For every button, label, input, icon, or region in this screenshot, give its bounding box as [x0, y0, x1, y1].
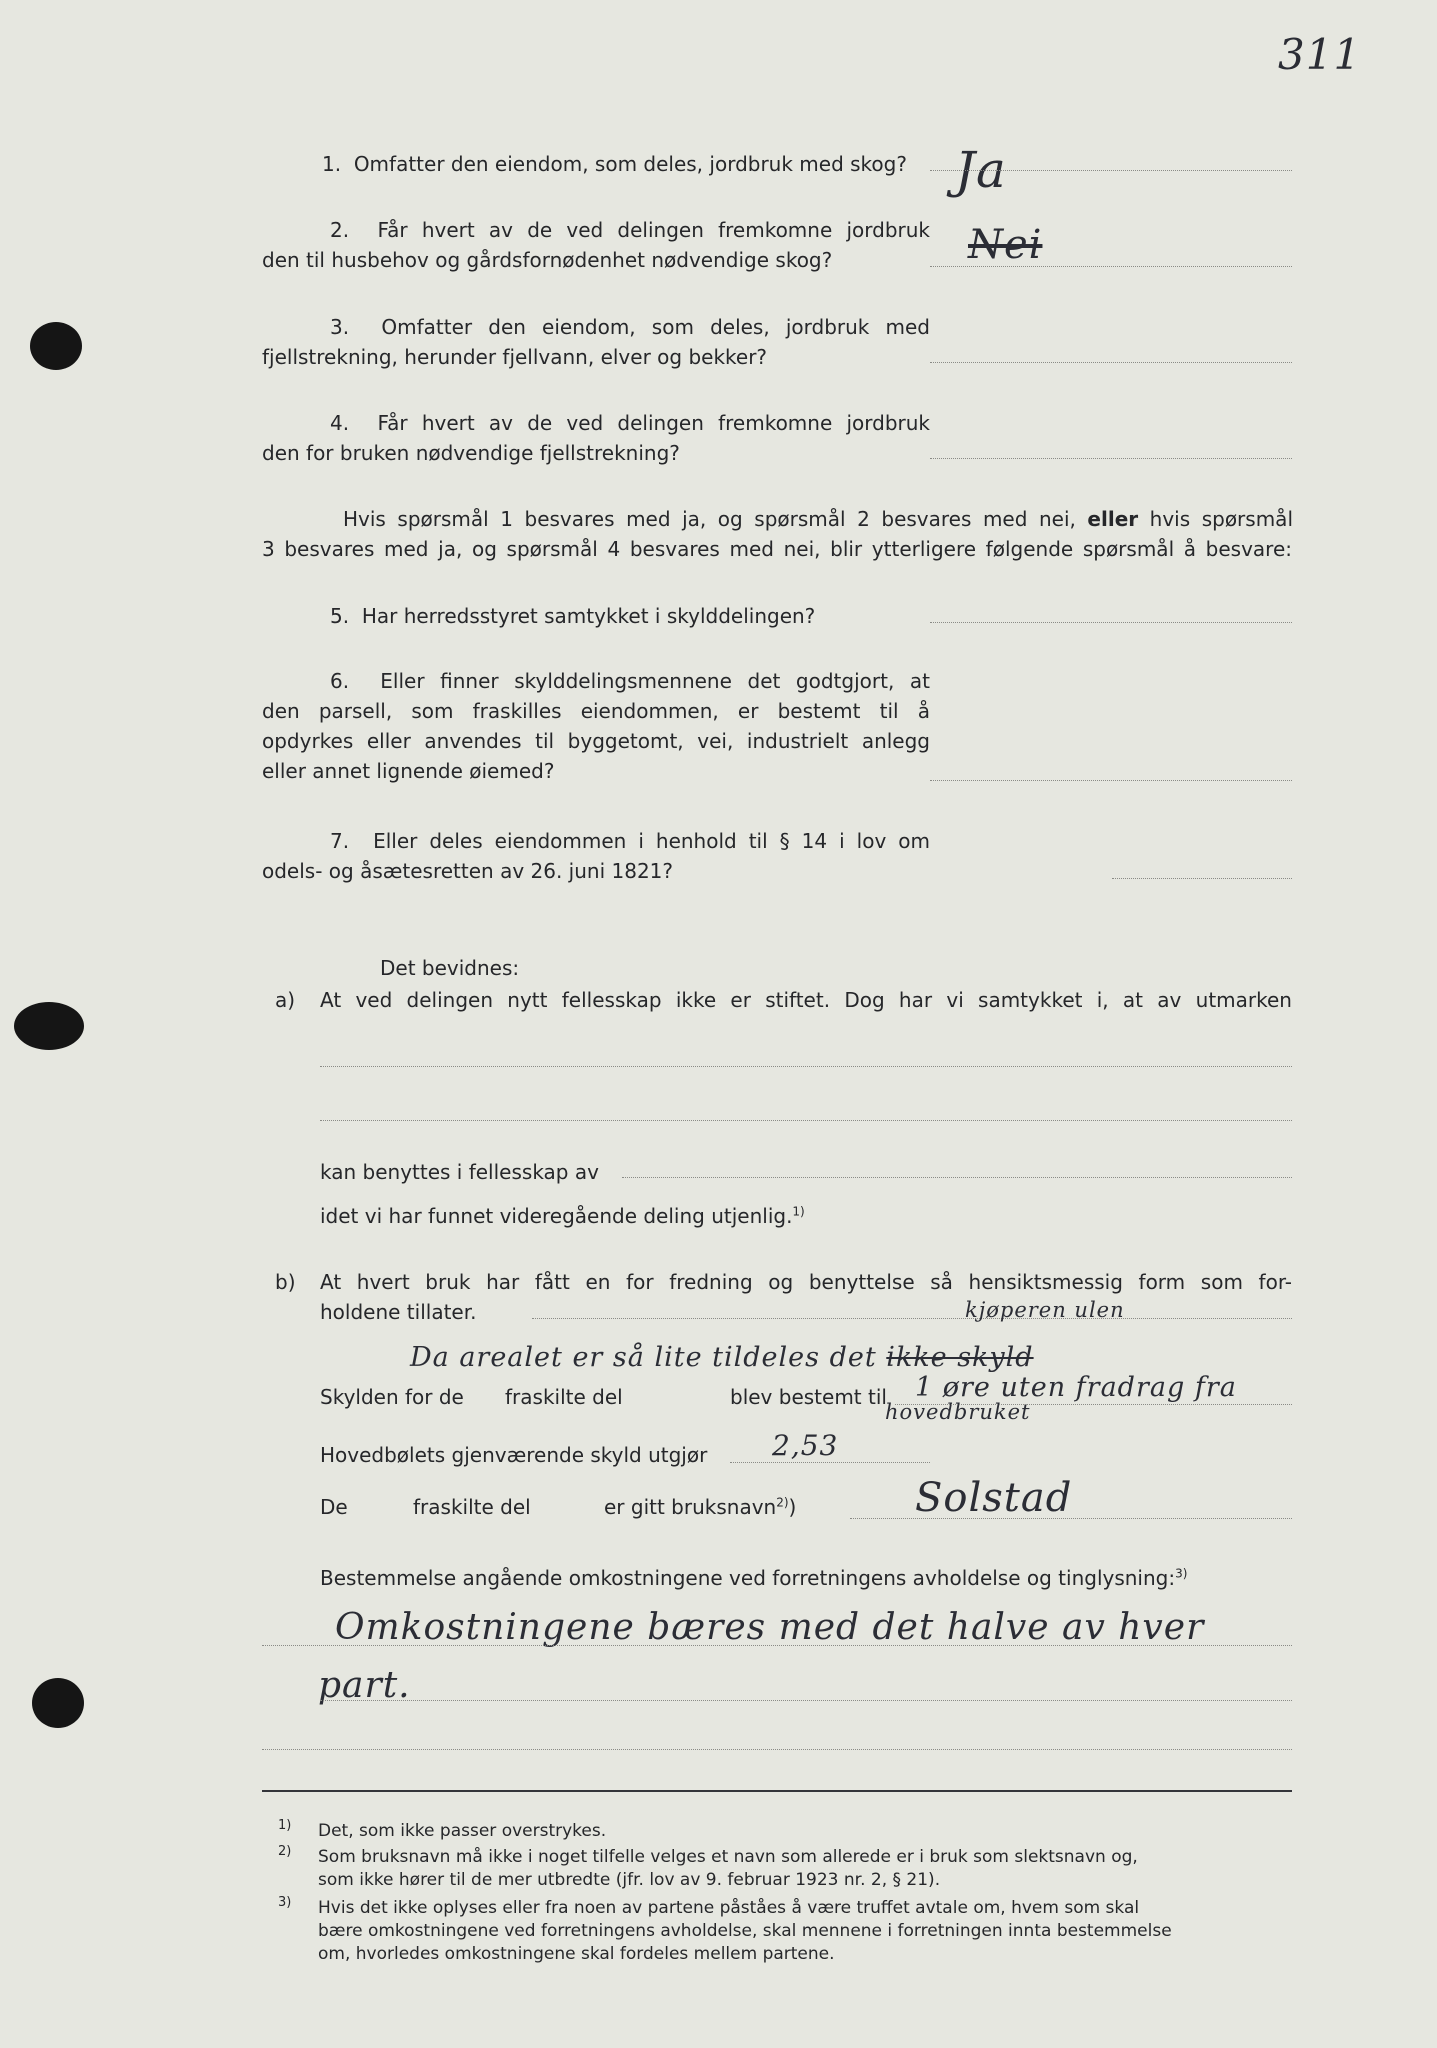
item-a-label: a)	[275, 988, 296, 1012]
item-a-fellesskap-line	[622, 1177, 1292, 1178]
item-a-line-3: idet vi har funnet videregående deling utjenlig.$^{1)}$	[320, 1204, 805, 1228]
footnote-2-mark: 2)	[278, 1844, 292, 1859]
hovedbol-line	[730, 1462, 930, 1463]
item-a-line-2: kan benyttes i fellesskap av	[320, 1160, 599, 1184]
punch-hole-top	[30, 322, 82, 370]
question-2-line-2: den til husbehov og gårdsfornødenhet nødvendige skog?	[262, 248, 833, 272]
question-6-line-3: opdyrkes eller anvendes til byggetomt, vei, industrielt anlegg	[262, 729, 930, 753]
answer-7-line	[1112, 878, 1292, 879]
footnote-1-line-1: Det, som ikke passer overstrykes.	[318, 1821, 607, 1841]
bruksnavn-label-1: De	[320, 1495, 348, 1519]
answer-1: Ja	[955, 141, 1007, 199]
footnote-2-line-2: som ikke hører til de mer utbredte (jfr. lov av 9. februar 1923 nr. 2, § 21).	[318, 1870, 941, 1890]
skyld-label-2: fraskilte del	[505, 1385, 623, 1409]
bruksnavn-label-2: fraskilte del	[413, 1495, 531, 1519]
footnote-ref-3: 3)	[1175, 1566, 1188, 1581]
bestemmelse-handwritten-line-1: Omkostningene bæres med det halve av hver	[335, 1607, 1205, 1648]
footnote-separator	[262, 1790, 1292, 1792]
bestemmelse-handwritten-line-2: part.	[318, 1665, 411, 1706]
footnote-1-mark: 1)	[278, 1818, 292, 1833]
answer-3-line	[930, 362, 1292, 363]
bruksnavn-line	[850, 1518, 1292, 1519]
footnote-2-line-1: Som bruksnavn må ikke i noget tilfelle velges et navn som allerede er i bruk som slektsnavn og,	[318, 1847, 1138, 1867]
answer-2-line	[930, 266, 1292, 267]
intro-line-1: Hvis spørsmål 1 besvares med ja, og spørsmål 2 besvares med nei, eller hvis spørsmål	[343, 507, 1293, 531]
question-2-line-1: 2. Får hvert av de ved delingen fremkomne jordbruk	[330, 218, 931, 242]
item-a-line-1: At ved delingen nytt fellesskap ikke er stiftet. Dog har vi samtykket i, at av utmarken	[320, 988, 1292, 1012]
footnote-3-mark: 3)	[278, 1895, 292, 1910]
skyld-label-1: Skylden for de	[320, 1385, 464, 1409]
intro-line-2: 3 besvares med ja, og spørsmål 4 besvares med nei, blir ytterligere følgende spørsmål å besvare:	[262, 537, 1292, 561]
bestemmelse-line-3	[262, 1749, 1292, 1750]
answer-4-line	[930, 458, 1292, 459]
skyld-line	[895, 1404, 1292, 1405]
footnote-3-line-3: om, hvorledes omkostningene skal fordeles mellem partene.	[318, 1944, 835, 1964]
answer-1-line	[930, 170, 1292, 171]
hovedbol-label: Hovedbølets gjenværende skyld utgjør	[320, 1443, 708, 1467]
question-1-number: 1.	[322, 152, 342, 176]
page-number: 311	[1278, 30, 1362, 79]
bestemmelse-label: Bestemmelse angående omkostningene ved forretningens avholdelse og tinglysning:$^{3)}$	[320, 1566, 1188, 1590]
item-b-line	[532, 1318, 1292, 1319]
punch-hole-middle	[14, 1002, 84, 1050]
question-6-line-1: 6. Eller finner skylddelingsmennene det godtgjort, at	[330, 669, 930, 693]
answer-2: Nei	[968, 222, 1043, 268]
bruksnavn-value: Solstad	[915, 1475, 1073, 1521]
item-b-line-1: At hvert bruk har fått en for fredning og benyttelse så hensiktsmessig form som for-	[320, 1270, 1292, 1294]
question-1	[322, 149, 907, 179]
item-b-line-2: holdene tillater.	[320, 1300, 477, 1324]
answer-5-line	[930, 622, 1292, 623]
skyld-label-3: blev bestemt til	[730, 1385, 887, 1409]
skyld-value-sub: hovedbruket	[885, 1400, 1031, 1424]
skyld-handwritten-insert: kjøperen ulen	[965, 1298, 1125, 1322]
item-b-label: b)	[275, 1270, 296, 1294]
question-5: 5. Har herredsstyret samtykket i skylddelingen?	[330, 604, 816, 628]
question-4-line-1: 4. Får hvert av de ved delingen fremkomne jordbruk	[330, 411, 931, 435]
punch-hole-bottom	[32, 1678, 84, 1728]
footnote-3-line-1: Hvis det ikke oplyses eller fra noen av partene påståes å være truffet avtale om, hvem som skal	[318, 1898, 1140, 1918]
footnote-ref-1: 1)	[792, 1204, 805, 1219]
answer-6-line	[930, 780, 1292, 781]
skyld-handwritten-top: Da arealet er så lite tildeles det ikke skyld	[410, 1342, 1034, 1373]
bevidnes-heading: Det bevidnes:	[380, 956, 520, 980]
question-3-line-1: 3. Omfatter den eiendom, som deles, jordbruk med	[330, 315, 930, 339]
footnote-ref-2: 2)	[776, 1495, 789, 1510]
hovedbol-value: 2,53	[772, 1429, 839, 1462]
question-7-line-1: 7. Eller deles eiendommen i henhold til § 14 i lov om	[330, 829, 930, 853]
bestemmelse-line-2	[320, 1700, 1292, 1701]
question-1-text: Omfatter den eiendom, som deles, jordbruk med skog?	[353, 152, 907, 176]
question-3-line-2: fjellstrekning, herunder fjellvann, elver og bekker?	[262, 345, 768, 369]
question-7-line-2: odels- og åsætesretten av 26. juni 1821?	[262, 859, 674, 883]
bestemmelse-line-1	[262, 1645, 1292, 1646]
footnote-3-line-2: bære omkostningene ved forretningens avholdelse, skal mennene i forretningen innta bestemmelse	[318, 1921, 1172, 1941]
question-4-line-2: den for bruken nødvendige fjellstrekning?	[262, 441, 680, 465]
question-6-line-2: den parsell, som fraskilles eiendommen, er bestemt til å	[262, 699, 930, 723]
item-a-blank-line-2	[320, 1120, 1292, 1121]
item-a-blank-line-1	[320, 1066, 1292, 1067]
skyld-value: 1 øre uten fradrag fra	[915, 1372, 1237, 1403]
bruksnavn-label-3: er gitt bruksnavn$^{2)}$)	[604, 1495, 797, 1519]
question-6-line-4: eller annet lignende øiemed?	[262, 759, 555, 783]
